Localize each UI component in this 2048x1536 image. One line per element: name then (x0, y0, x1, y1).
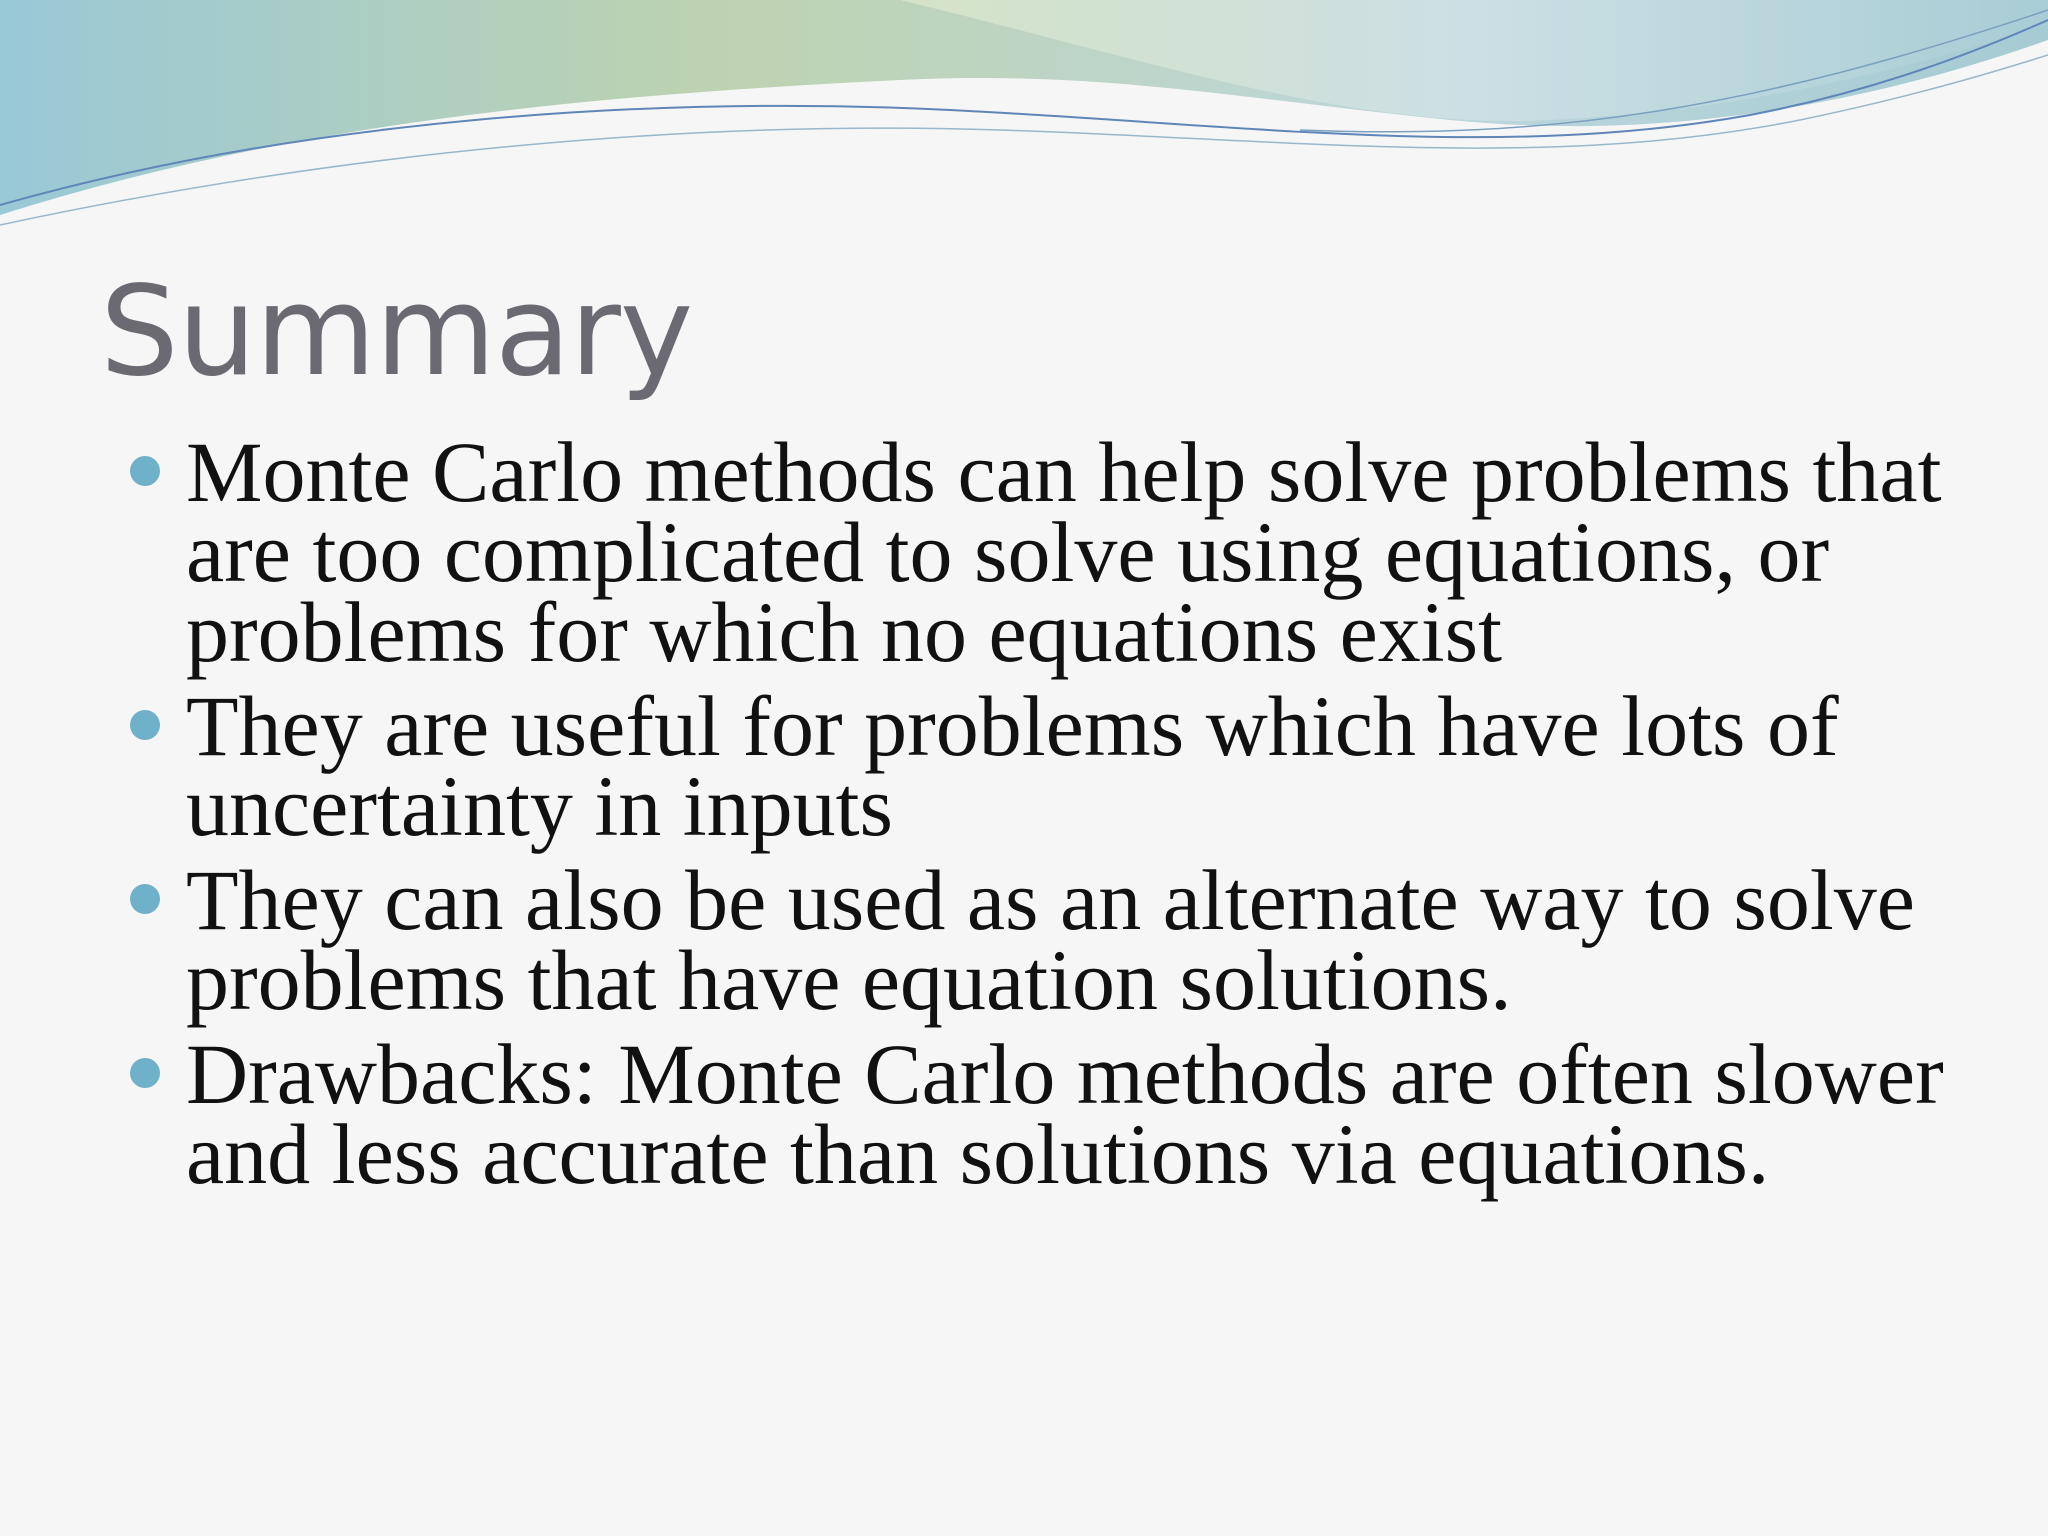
bullet-text: Drawbacks: Monte Carlo methods are often slower and less accurate than solutions via equations. (186, 1026, 1944, 1202)
bullet-dot-icon (130, 710, 160, 740)
bullet-text: Monte Carlo methods can help solve problems that are too complicated to solve using equations, or problems for which no equations exist (186, 424, 1942, 680)
bullet-item (130, 852, 2010, 1028)
bullet-dot-icon (130, 456, 160, 486)
bullet-dot-icon (130, 884, 160, 914)
decorative-wave-header (0, 0, 2048, 240)
bullet-text: They can also be used as an alternate way to solve problems that have equation solutions. (186, 852, 1915, 1028)
bullet-dot-icon (130, 1058, 160, 1088)
slide-title: Summary (100, 260, 693, 404)
bullet-text: They are useful for problems which have lots of uncertainty in inputs (186, 678, 1839, 854)
bullet-list (130, 424, 2010, 1208)
bullet-item (130, 424, 2010, 680)
bullet-item (130, 678, 2010, 854)
bullet-item (130, 1026, 2010, 1202)
